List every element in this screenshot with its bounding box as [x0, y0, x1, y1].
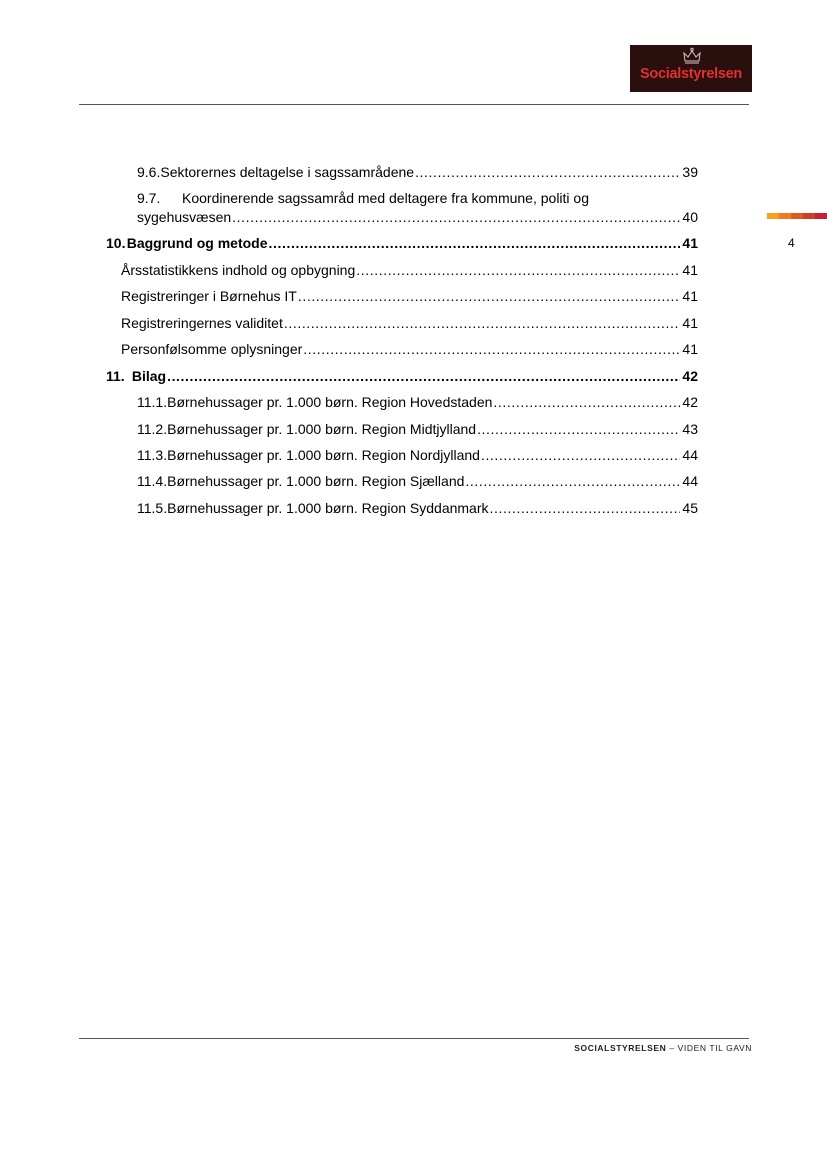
toc-entry-personfolsomme[interactable]	[121, 340, 698, 358]
toc-page: 42	[682, 368, 698, 384]
toc-title-continued: sygehusvæsen	[137, 209, 232, 225]
socialstyrelsen-logo	[630, 45, 752, 92]
toc-entry-arsstatistik[interactable]	[121, 261, 698, 279]
toc-leader	[356, 261, 680, 279]
toc-title: Koordinerende sagssamråd med deltagere fra kommune, politi og	[182, 190, 590, 206]
toc-number: 11.3.	[137, 447, 168, 463]
color-segment	[803, 213, 815, 219]
logo-wordmark: Socialstyrelsen	[640, 66, 742, 82]
toc-entry-11[interactable]	[106, 367, 698, 385]
toc-leader	[490, 499, 681, 517]
color-segment	[815, 213, 827, 219]
toc-title: Børnehussager pr. 1.000 børn. Region Sjælland	[167, 473, 465, 489]
color-segment	[767, 213, 779, 219]
toc-leader	[298, 287, 681, 305]
footer-org: SOCIALSTYRELSEN	[574, 1043, 667, 1053]
header-rule	[79, 104, 749, 105]
toc-page: 41	[682, 288, 698, 304]
toc-title: Registreringernes validitet	[121, 315, 283, 331]
toc-leader	[415, 163, 680, 181]
toc-number: 11.	[106, 368, 125, 384]
page-number: 4	[788, 236, 795, 250]
toc-title: Sektorernes deltagelse i sagssamrådene	[160, 164, 415, 180]
toc-number: 9.7.	[137, 190, 161, 206]
toc-title: Årsstatistikkens indhold og opbygning	[121, 262, 356, 278]
toc-title: Baggrund og metode	[126, 235, 268, 251]
toc-page: 41	[682, 235, 698, 251]
toc-leader	[493, 393, 680, 411]
toc-title: Børnehussager pr. 1.000 børn. Region Hovedstaden	[167, 394, 493, 410]
toc-leader	[303, 340, 680, 358]
toc-leader	[167, 367, 680, 385]
toc-entry-9-6[interactable]	[137, 163, 698, 181]
toc-page: 45	[682, 500, 698, 516]
color-segment	[791, 213, 803, 219]
toc-entry-validitet[interactable]	[121, 314, 698, 332]
toc-entry-11-3[interactable]	[137, 446, 698, 464]
toc-leader	[269, 234, 681, 252]
toc-leader	[284, 314, 681, 332]
toc-leader	[465, 472, 680, 490]
toc-page: 41	[682, 315, 698, 331]
toc-title: Børnehussager pr. 1.000 børn. Region Syddanmark	[167, 500, 489, 516]
toc-entry-11-1[interactable]	[137, 393, 698, 411]
toc-leader	[232, 208, 680, 226]
toc-number: 9.6.	[137, 164, 161, 180]
toc-entry-11-5[interactable]	[137, 499, 698, 517]
toc-entry-registreringer[interactable]	[121, 287, 698, 305]
toc-title: Børnehussager pr. 1.000 børn. Region Nordjylland	[167, 447, 480, 463]
crown-icon	[682, 47, 702, 65]
toc-entry-9-7-line1[interactable]	[137, 189, 589, 207]
toc-page: 41	[682, 341, 698, 357]
toc-page: 43	[682, 421, 698, 437]
toc-page: 41	[682, 262, 698, 278]
toc-title: Registreringer i Børnehus IT	[121, 288, 297, 304]
footer-slogan: – VIDEN TIL GAVN	[666, 1043, 752, 1053]
footer-rule	[79, 1038, 749, 1039]
color-segment	[779, 213, 791, 219]
toc-number: 10.	[106, 235, 126, 251]
toc-number: 11.4.	[137, 473, 168, 489]
toc-entry-9-7-line2[interactable]	[137, 208, 698, 226]
toc-page: 42	[682, 394, 698, 410]
toc-number: 11.2.	[137, 421, 168, 437]
footer-tagline	[574, 1043, 752, 1053]
toc-page: 40	[682, 209, 698, 225]
toc-leader	[481, 446, 680, 464]
toc-title: Personfølsomme oplysninger	[121, 341, 303, 357]
toc-title: Børnehussager pr. 1.000 børn. Region Midtjylland	[167, 421, 477, 437]
toc-entry-11-4[interactable]	[137, 472, 698, 490]
page-color-bar	[767, 213, 827, 219]
toc-number: 11.5.	[137, 500, 168, 516]
toc-number: 11.1.	[137, 394, 168, 410]
toc-title: Bilag	[131, 368, 167, 384]
toc-page: 39	[682, 164, 698, 180]
toc-page: 44	[682, 473, 698, 489]
toc-page: 44	[682, 447, 698, 463]
toc-entry-11-2[interactable]	[137, 420, 698, 438]
toc-leader	[477, 420, 680, 438]
toc-entry-10[interactable]	[106, 234, 698, 252]
